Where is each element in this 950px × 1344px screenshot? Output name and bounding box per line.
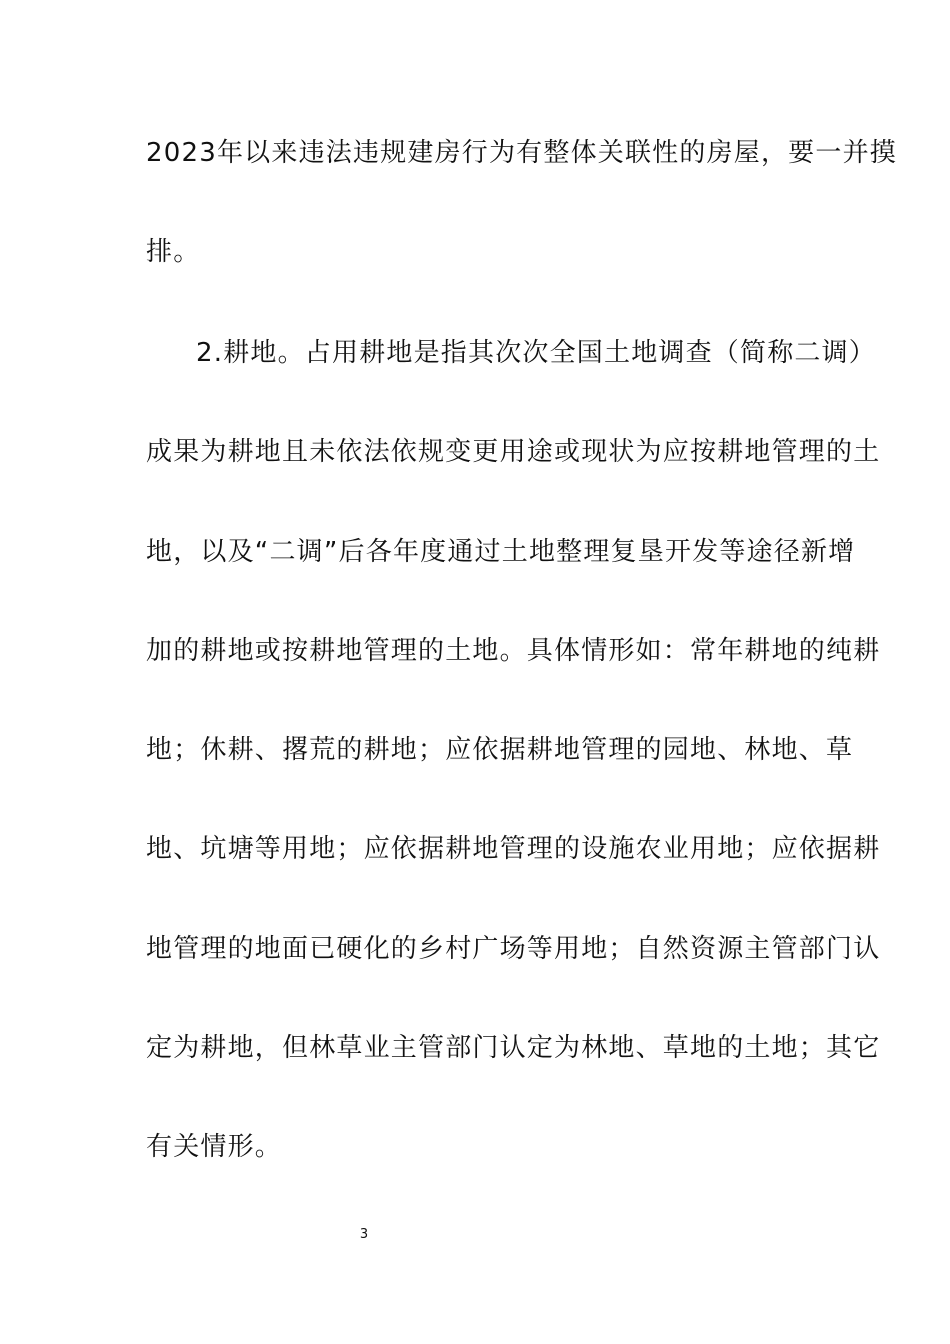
text-line-4: 成果为耕地且未依法依规变更用途或现状为应按耕地管理的土 [146,437,881,467]
paragraph-heading-line: 2.耕地。占用耕地是指其次次全国土地调查（简称二调） [196,338,877,368]
text-line-5: 地，以及“二调”后各年度通过土地整理复垦开发等途径新增 [146,537,856,567]
text-line-10: 定为耕地，但林草业主管部门认定为林地、草地的土地；其它 [146,1033,881,1063]
text-line-7: 地；休耕、撂荒的耕地；应依据耕地管理的园地、林地、草 [146,735,854,765]
text-line-8: 地、坑塘等用地；应依据耕地管理的设施农业用地；应依据耕 [146,834,881,864]
text-line-9: 地管理的地面已硬化的乡村广场等用地；自然资源主管部门认 [146,934,881,964]
page-number: 3 [359,1227,369,1242]
text-line-11: 有关情形。 [146,1132,283,1162]
text-line-2: 排。 [146,237,201,267]
text-line-1: 2023年以来违法违规建房行为有整体关联性的房屋，要一并摸 [146,138,897,168]
text-line-6: 加的耕地或按耕地管理的土地。具体情形如：常年耕地的纯耕 [146,636,881,666]
